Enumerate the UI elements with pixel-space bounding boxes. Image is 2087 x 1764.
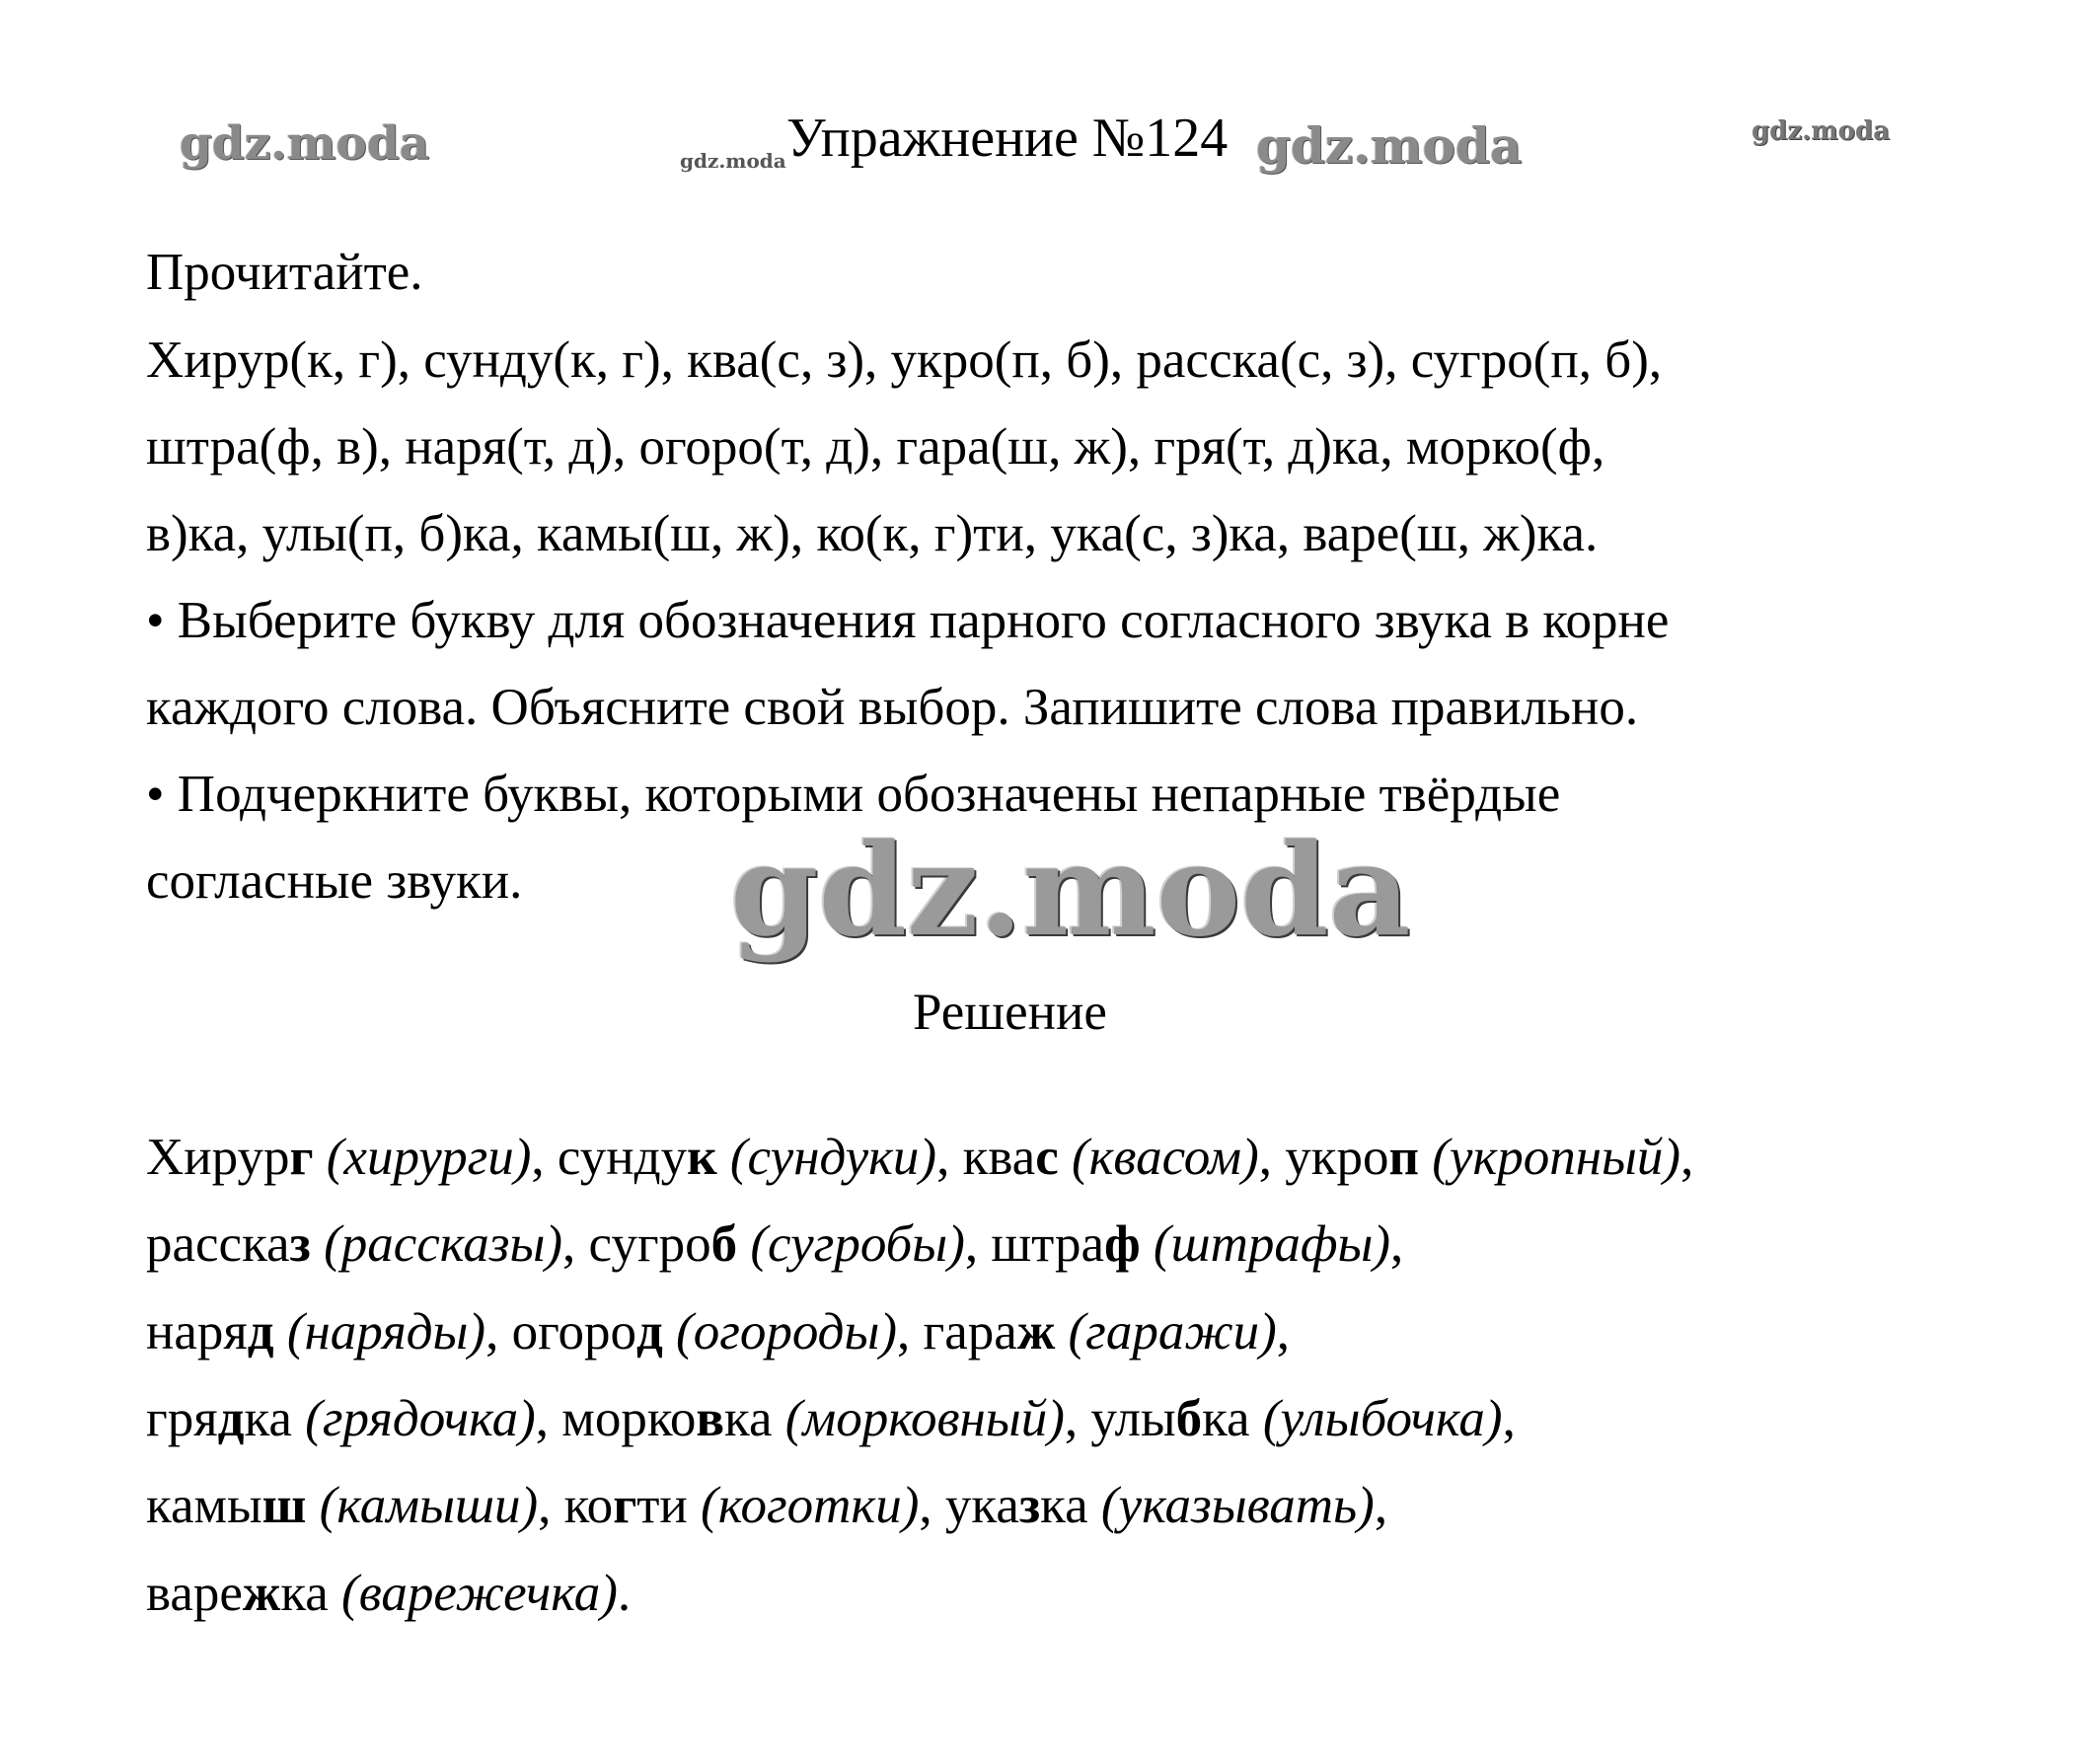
word: ти <box>636 1477 688 1534</box>
word: сунду <box>557 1129 688 1186</box>
separator: , <box>964 1215 992 1273</box>
word: ко <box>563 1477 614 1534</box>
check-word: (укропный) <box>1432 1129 1681 1186</box>
separator: , <box>936 1129 963 1186</box>
separator: , <box>1680 1129 1694 1186</box>
word: камы <box>146 1477 262 1534</box>
checked-letter: ш <box>261 1477 307 1534</box>
word: наря <box>146 1303 248 1360</box>
check-word: (штрафы) <box>1153 1215 1391 1273</box>
checked-letter: в <box>696 1390 725 1447</box>
checked-letter: с <box>1035 1129 1059 1186</box>
separator: , <box>1064 1390 1091 1447</box>
checked-letter: ж <box>242 1565 281 1622</box>
exercise-line-4: в)ка, улы(п, б)ка, камы(ш, ж), ко(к, г)ти, ука(с, з)ка, варе(ш, ж)ка. <box>146 505 1599 562</box>
check-word: (коготки) <box>701 1477 920 1534</box>
word: огоро <box>511 1303 636 1360</box>
word: ка <box>724 1390 773 1447</box>
solution-line-1 <box>146 1129 1694 1186</box>
checked-letter: ф <box>1104 1215 1141 1273</box>
separator: , <box>919 1477 945 1534</box>
separator: , <box>562 1215 589 1273</box>
word: штра <box>991 1215 1104 1273</box>
separator: , <box>538 1477 564 1534</box>
separator: , <box>1276 1303 1291 1360</box>
word: расска <box>146 1215 290 1273</box>
separator: , <box>897 1303 924 1360</box>
word: ка <box>1202 1390 1250 1447</box>
page-title: Упражнение №124 <box>786 108 1229 169</box>
check-word: (улыбочка) <box>1262 1390 1503 1447</box>
check-word: (варежечка) <box>341 1565 618 1622</box>
separator: , <box>485 1303 512 1360</box>
checked-letter: б <box>710 1215 738 1273</box>
checked-letter: г <box>289 1129 314 1186</box>
solution-line-3 <box>146 1303 1291 1360</box>
exercise-line-5: • Выберите букву для обозначения парного согласного звука в корне <box>146 592 1670 649</box>
separator: , <box>1502 1390 1516 1447</box>
solution-line-6 <box>146 1565 632 1622</box>
word: гря <box>146 1390 218 1447</box>
check-word: (наряды) <box>286 1303 486 1360</box>
checked-letter: д <box>217 1390 245 1447</box>
checked-letter: к <box>687 1129 717 1186</box>
check-word: (грядочка) <box>305 1390 536 1447</box>
solution-line-5 <box>146 1477 1388 1534</box>
check-word: (морковный) <box>784 1390 1065 1447</box>
solution-line-2 <box>146 1215 1404 1273</box>
exercise-line-6: каждого слова. Объясните свой выбор. Запишите слова правильно. <box>146 679 1639 736</box>
word: морко <box>561 1390 697 1447</box>
watermark-title: gdz.moda <box>1256 116 1523 175</box>
word: ука <box>944 1477 1019 1534</box>
checked-letter: д <box>635 1303 663 1360</box>
watermark-center: gdz.moda <box>730 817 1411 965</box>
word: ква <box>962 1129 1036 1186</box>
check-word: (рассказы) <box>324 1215 562 1273</box>
word: гара <box>923 1303 1017 1360</box>
checked-letter: д <box>247 1303 274 1360</box>
watermark-top-left: gdz.moda <box>180 116 430 171</box>
checked-letter: п <box>1388 1129 1420 1186</box>
separator: . <box>617 1565 632 1622</box>
separator: , <box>1374 1477 1388 1534</box>
solution-line-4 <box>146 1390 1516 1447</box>
exercise-line-2: Хирур(к, г), сунду(к, г), ква(с, з), укро(п, б), расска(с, з), сугро(п, б), <box>146 331 1663 389</box>
exercise-line-3: штра(ф, в), наря(т, д), огоро(т, д), гара(ш, ж), гря(т, д)ка, морко(ф, <box>146 418 1605 476</box>
check-word: (указывать) <box>1100 1477 1375 1534</box>
word: укро <box>1285 1129 1389 1186</box>
exercise-line-1: Прочитайте. <box>146 244 423 301</box>
separator: , <box>531 1129 558 1186</box>
word: варе <box>146 1565 243 1622</box>
exercise-line-7: • Подчеркните буквы, которыми обозначены непарные твёрдые <box>146 766 1561 823</box>
checked-letter: з <box>289 1215 311 1273</box>
watermark-top-right: gdz.moda <box>1752 116 1891 146</box>
word: ка <box>1040 1477 1088 1534</box>
word: ка <box>244 1390 292 1447</box>
separator: , <box>1390 1215 1404 1273</box>
check-word: (сундуки) <box>729 1129 937 1186</box>
separator: , <box>1258 1129 1286 1186</box>
check-word: (сугробы) <box>750 1215 965 1273</box>
separator: , <box>535 1390 562 1447</box>
check-word: (гаражи) <box>1068 1303 1277 1360</box>
exercise-line-8: согласные звуки. <box>146 852 523 910</box>
checked-letter: з <box>1018 1477 1041 1534</box>
checked-letter: г <box>613 1477 637 1534</box>
word: улы <box>1090 1390 1176 1447</box>
check-word: (квасом) <box>1071 1129 1259 1186</box>
check-word: (хирурги) <box>326 1129 532 1186</box>
watermark-small: gdz.moda <box>680 149 786 173</box>
solution-heading: Решение <box>913 984 1107 1041</box>
word: ка <box>280 1565 329 1622</box>
check-word: (огороды) <box>676 1303 898 1360</box>
check-word: (камыши) <box>319 1477 539 1534</box>
word: сугро <box>588 1215 711 1273</box>
checked-letter: б <box>1175 1390 1203 1447</box>
checked-letter: ж <box>1016 1303 1056 1360</box>
word: Хирур <box>146 1129 290 1186</box>
